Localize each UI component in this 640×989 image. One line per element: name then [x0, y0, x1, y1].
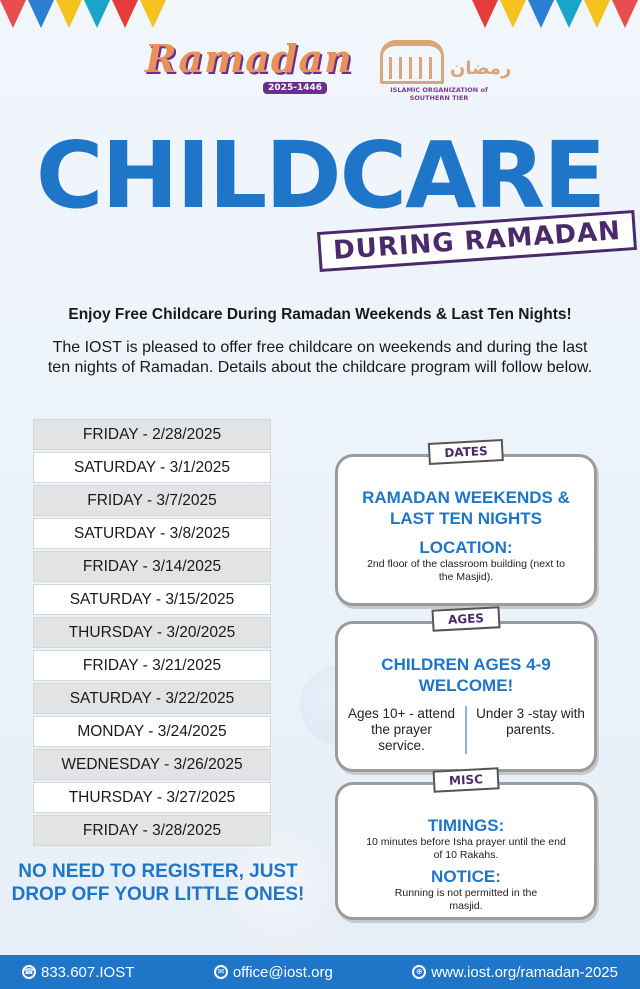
email-icon: ✉	[214, 965, 228, 979]
iost-logo-name: ISLAMIC ORGANIZATION of SOUTHERN TIER	[390, 86, 488, 102]
notice-text: Running is not permitted in the masjid.	[394, 887, 538, 912]
date-item: THURSDAY - 3/20/2025	[33, 617, 271, 648]
footer-email-text: office@iost.org	[232, 963, 333, 981]
date-item: FRIDAY - 3/7/2025	[33, 485, 271, 516]
mosque-building-icon	[380, 40, 444, 84]
notice-title: NOTICE:	[431, 867, 501, 886]
ages-card-tag: AGES	[431, 606, 500, 632]
date-item: MONDAY - 3/24/2025	[33, 716, 271, 747]
ages-split	[338, 706, 594, 754]
date-item: SATURDAY - 3/8/2025	[33, 518, 271, 549]
ramadan-logo-year: 2025-1446	[263, 82, 327, 94]
globe-icon: ⊕	[412, 965, 426, 979]
date-item: SATURDAY - 3/15/2025	[33, 584, 271, 615]
footer-phone-text: 833.607.IOST	[41, 963, 135, 981]
footer-website[interactable]	[412, 964, 618, 981]
footer-website-text: www.iost.org/ramadan-2025	[431, 963, 618, 981]
timings-title: TIMINGS:	[427, 816, 505, 835]
ages-card-title: CHILDREN AGES 4-9 WELCOME!	[381, 655, 551, 695]
intro-heading: Enjoy Free Childcare During Ramadan Weekends & Last Ten Nights!	[68, 306, 572, 323]
misc-card-tag: MISC	[433, 767, 500, 792]
iost-logo	[370, 36, 510, 106]
page-title: CHILDCARE	[35, 122, 605, 229]
bunting-left	[0, 0, 168, 28]
ages-younger-note: Under 3 -stay with parents.	[476, 706, 585, 737]
logo-bar	[0, 36, 640, 106]
date-item: FRIDAY - 3/21/2025	[33, 650, 271, 681]
iost-logo-arabic: رمضان	[450, 58, 512, 79]
location-text: 2nd floor of the classroom building (next to the Masjid).	[367, 558, 565, 583]
dates-card-title: RAMADAN WEEKENDS & LAST TEN NIGHTS	[362, 488, 570, 528]
date-item: FRIDAY - 3/14/2025	[33, 551, 271, 582]
ages-card	[335, 611, 597, 772]
date-item: FRIDAY - 2/28/2025	[33, 419, 271, 450]
misc-card	[335, 772, 597, 920]
dates-card	[335, 443, 597, 606]
footer-phone[interactable]	[22, 964, 134, 981]
intro-paragraph: The IOST is pleased to offer free childcare on weekends and during the last ten nights of Ramadan. Details about the childcare program will follow below.	[47, 339, 593, 376]
ramadan-logo-word: Ramadan	[145, 36, 353, 81]
dates-card-tag: DATES	[428, 439, 504, 465]
bunting-right	[472, 0, 640, 28]
date-item: WEDNESDAY - 3/26/2025	[33, 749, 271, 780]
page-subtitle: DURING RAMADAN	[317, 210, 637, 272]
date-item: SATURDAY - 3/1/2025	[33, 452, 271, 483]
timings-text: 10 minutes before Isha prayer until the end of 10 Rakahs.	[366, 836, 566, 861]
ages-divider	[465, 706, 467, 754]
date-item: THURSDAY - 3/27/2025	[33, 782, 271, 813]
date-list	[33, 419, 271, 848]
ramadan-logo	[145, 36, 353, 100]
date-item: SATURDAY - 3/22/2025	[33, 683, 271, 714]
no-register-notice: NO NEED TO REGISTER, JUST DROP OFF YOUR LITTLE ONES!	[11, 861, 305, 905]
phone-icon: ☎	[22, 965, 36, 979]
location-title: LOCATION:	[419, 538, 513, 557]
footer-email[interactable]	[214, 964, 333, 981]
ages-older-note: Ages 10+ - attend the prayer service.	[348, 706, 455, 753]
date-item: FRIDAY - 3/28/2025	[33, 815, 271, 846]
contact-footer	[0, 955, 640, 989]
